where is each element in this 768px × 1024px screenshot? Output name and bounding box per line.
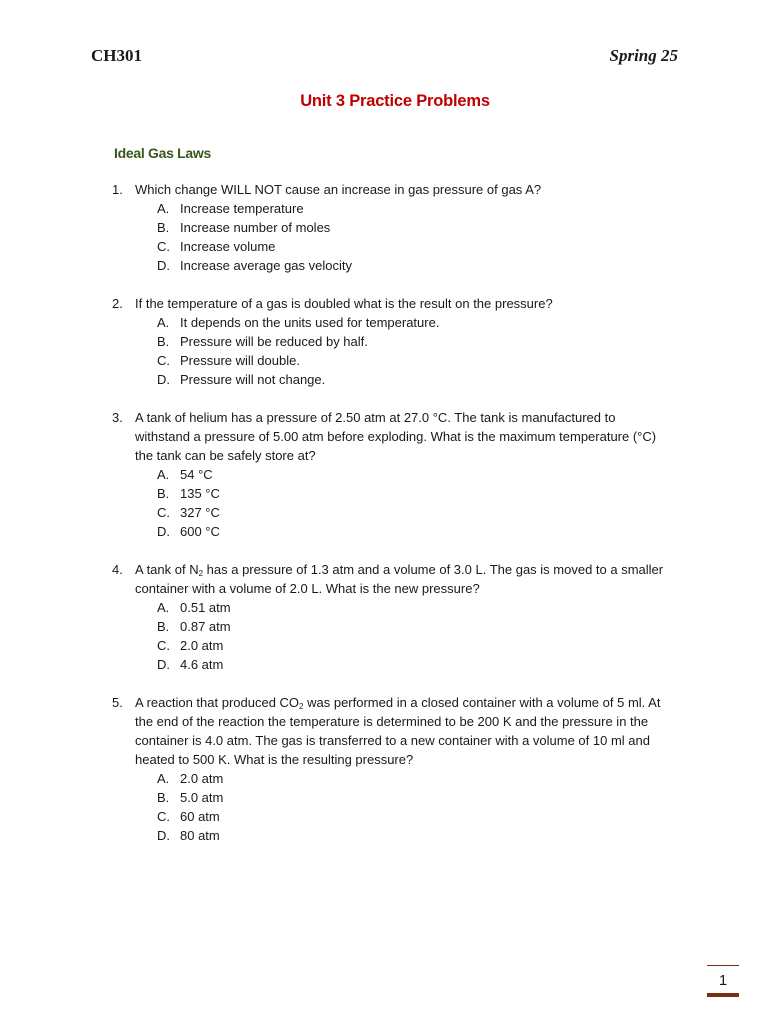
option-letter: A. <box>157 467 170 482</box>
option-text: 80 atm <box>180 828 220 843</box>
question-number: 3. <box>112 410 123 425</box>
option-a <box>157 199 672 218</box>
option-letter: A. <box>157 201 170 216</box>
option-letter: D. <box>157 258 170 273</box>
option-letter: B. <box>157 220 170 235</box>
option-b <box>157 332 672 351</box>
question-5 <box>112 693 672 845</box>
option-text: Increase average gas velocity <box>180 258 352 273</box>
option-text: Increase temperature <box>180 201 304 216</box>
question-number: 5. <box>112 695 123 710</box>
option-text: Pressure will not change. <box>180 372 326 387</box>
option-list <box>135 465 672 541</box>
option-letter: C. <box>157 809 170 824</box>
term-label: Spring 25 <box>609 46 678 65</box>
option-b <box>157 218 672 237</box>
question-3 <box>112 408 672 541</box>
option-b <box>157 788 672 807</box>
option-c <box>157 503 672 522</box>
option-a <box>157 769 672 788</box>
option-text: 0.51 atm <box>180 600 231 615</box>
option-letter: C. <box>157 505 170 520</box>
option-text: Increase volume <box>180 239 276 254</box>
option-letter: B. <box>157 486 170 501</box>
option-text: 0.87 atm <box>180 619 231 634</box>
option-text: 135 °C <box>180 486 220 501</box>
option-c <box>157 351 672 370</box>
option-letter: B. <box>157 334 170 349</box>
option-letter: D. <box>157 657 170 672</box>
page-header <box>91 46 678 70</box>
option-letter: C. <box>157 353 170 368</box>
option-d <box>157 370 672 389</box>
option-text: 54 °C <box>180 467 213 482</box>
page-number-underline <box>707 993 739 997</box>
option-text: Pressure will be reduced by half. <box>180 334 368 349</box>
question-number: 4. <box>112 562 123 577</box>
question-1 <box>112 180 672 275</box>
option-letter: C. <box>157 239 170 254</box>
course-code: CH301 <box>91 46 142 65</box>
option-text: 4.6 atm <box>180 657 224 672</box>
option-b <box>157 617 672 636</box>
option-letter: A. <box>157 771 170 786</box>
page-title: Unit 3 Practice Problems <box>300 92 490 110</box>
option-text: 2.0 atm <box>180 638 224 653</box>
option-text: 60 atm <box>180 809 220 824</box>
option-text: 600 °C <box>180 524 220 539</box>
option-a <box>157 313 672 332</box>
page-number: 1 <box>707 965 739 989</box>
question-number: 2. <box>112 296 123 311</box>
question-text: If the temperature of a gas is doubled what is the result on the pressure? <box>135 296 553 311</box>
subscript: 2 <box>198 569 204 578</box>
option-c <box>157 807 672 826</box>
section-heading: Ideal Gas Laws <box>114 145 211 161</box>
option-list <box>135 313 672 389</box>
option-letter: B. <box>157 619 170 634</box>
option-d <box>157 522 672 541</box>
option-d <box>157 826 672 845</box>
question-4 <box>112 560 672 674</box>
option-list <box>135 199 672 275</box>
question-text: A reaction that produced $CO_2$ was performed in a closed container with a volume of 5 ml. At the end of the reaction the temperature is determined to be 200 K and the pressure in the container is 4.0 atm. The gas is transferred to a new container with a volume of 10 ml and heated to 500 K. What is the resulting pressure? <box>135 695 661 767</box>
question-number: 1. <box>112 182 123 197</box>
option-letter: D. <box>157 828 170 843</box>
option-a <box>157 465 672 484</box>
option-text: 2.0 atm <box>180 771 224 786</box>
option-letter: D. <box>157 372 170 387</box>
option-c <box>157 636 672 655</box>
option-c <box>157 237 672 256</box>
question-text: Which change WILL NOT cause an increase in gas pressure of gas A? <box>135 182 542 197</box>
option-a <box>157 598 672 617</box>
question-2 <box>112 294 672 389</box>
question-text: A tank of $N_2$ has a pressure of 1.3 atm and a volume of 3.0 L. The gas is moved to a smaller container with a volume of 2.0 L. What is the new pressure? <box>135 562 664 596</box>
option-d <box>157 655 672 674</box>
option-list <box>135 598 672 674</box>
option-letter: A. <box>157 315 170 330</box>
question-list <box>112 180 672 864</box>
option-text: It depends on the units used for temperature. <box>180 315 440 330</box>
subscript: 2 <box>299 702 304 711</box>
option-d <box>157 256 672 275</box>
option-text: Pressure will double. <box>180 353 300 368</box>
option-letter: D. <box>157 524 170 539</box>
option-text: 327 °C <box>180 505 220 520</box>
option-letter: A. <box>157 600 170 615</box>
option-b <box>157 484 672 503</box>
option-letter: B. <box>157 790 170 805</box>
option-list <box>135 769 672 845</box>
question-text: A tank of helium has a pressure of 2.50 atm at 27.0 °C. The tank is manufactured to withstand a pressure of 5.00 atm before exploding. What is the maximum temperature (°C) the tank can be safely store at? <box>135 410 657 463</box>
option-letter: C. <box>157 638 170 653</box>
option-text: 5.0 atm <box>180 790 224 805</box>
option-text: Increase number of moles <box>180 220 331 235</box>
